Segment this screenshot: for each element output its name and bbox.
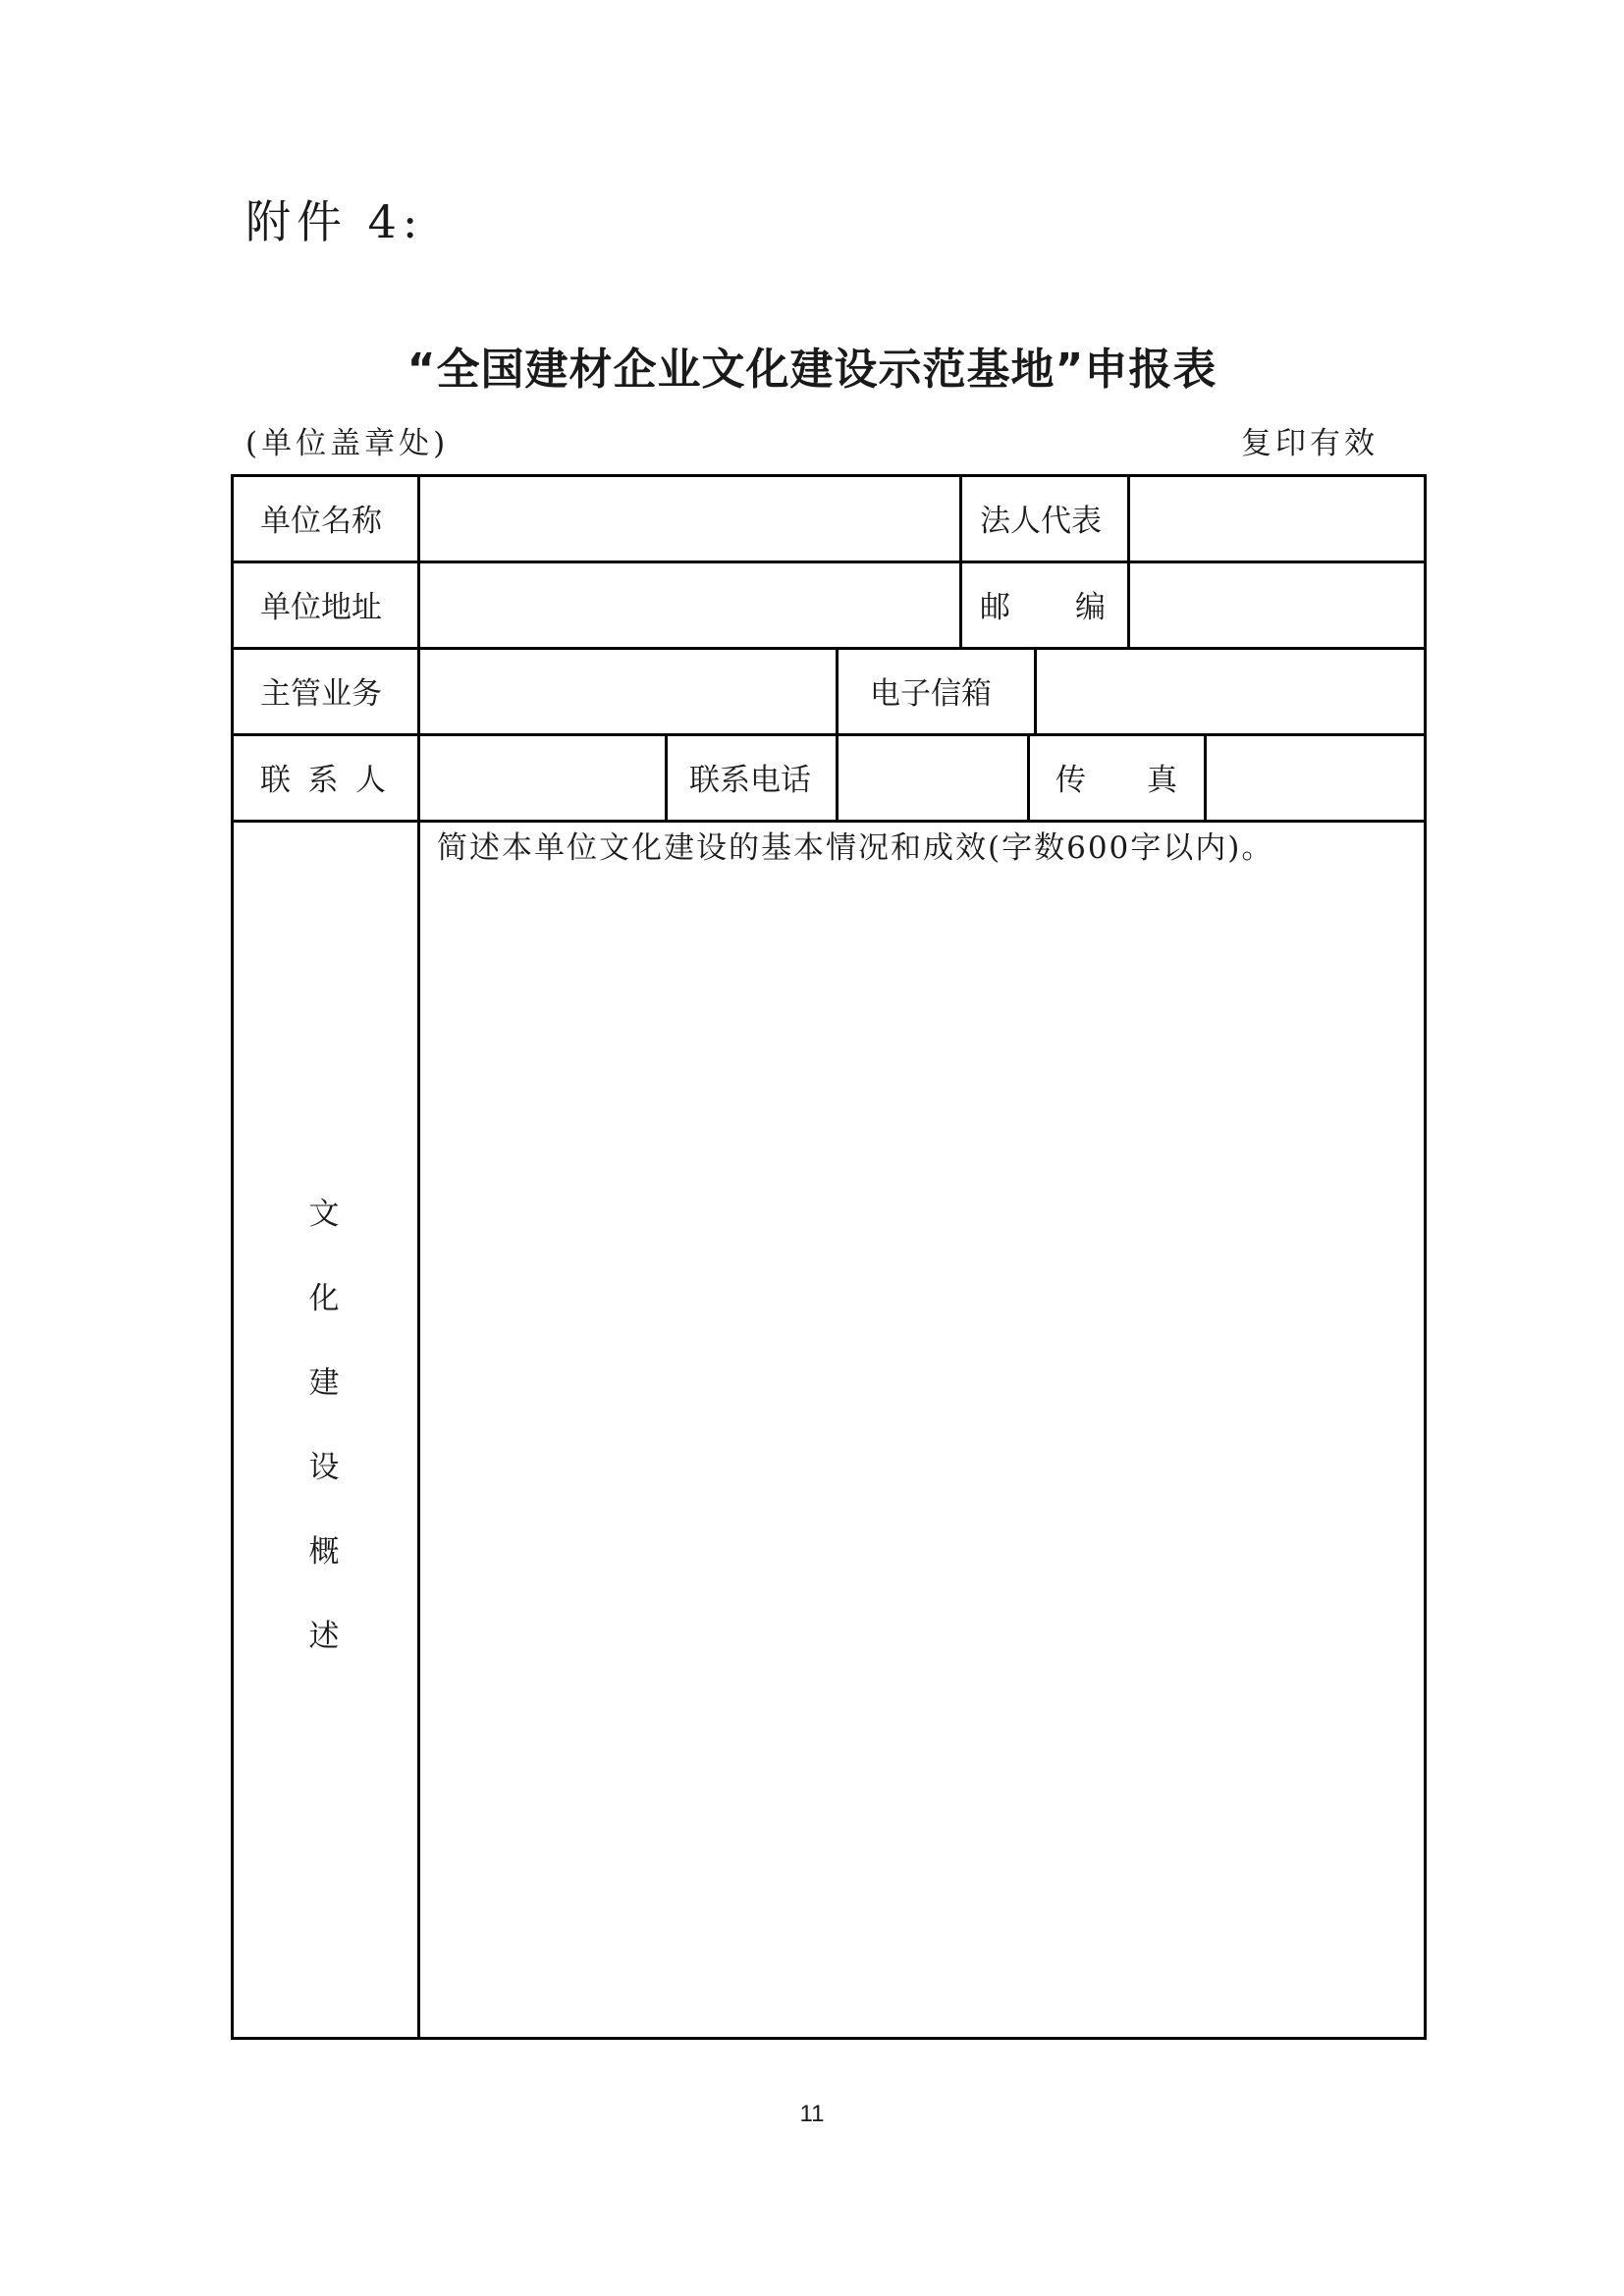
legal-representative-field[interactable] [1130,477,1424,561]
seal-note: (单位盖章处) [245,426,450,461]
legal-representative-label: 法人代表 [980,503,1102,539]
fax-label-char: 传 [1056,762,1086,798]
overview-instruction: 简述本单位文化建设的基本情况和成效(字数600字以内)。 [437,830,1274,866]
table-col-divider [1027,733,1030,820]
overview-label-char: 化 [308,1281,340,1316]
contact-phone-label: 联系电话 [689,762,811,798]
overview-label-char: 文 [308,1197,340,1232]
overview-label-char: 设 [308,1450,340,1485]
main-business-field[interactable] [420,650,836,733]
unit-address-field[interactable] [420,563,959,647]
page-number: 11 [799,2101,825,2127]
email-label: 电子信箱 [870,675,992,712]
contact-label-char: 系 [307,762,339,798]
overview-label-char: 建 [308,1365,340,1401]
form-title: “全国建材企业文化建设示范基地”申报表 [406,345,1218,395]
email-field[interactable] [1037,650,1424,733]
application-form-table [231,474,1427,2040]
overview-label-char: 概 [308,1534,340,1570]
overview-label-char: 述 [308,1619,340,1654]
postcode-field[interactable] [1130,563,1424,647]
attachment-label: 附件 4: [245,195,424,248]
culture-overview-field[interactable] [420,867,1424,2037]
contact-phone-field[interactable] [839,736,1027,820]
table-col-divider [959,474,962,647]
unit-name-label: 单位名称 [260,503,382,539]
unit-address-label: 单位地址 [260,589,382,625]
table-border-bottom [231,2037,1427,2040]
main-business-label: 主管业务 [260,675,382,712]
postcode-label-char: 邮 [980,589,1010,625]
postcode-label [980,561,1106,647]
table-col-divider [665,733,668,820]
fax-field[interactable] [1207,736,1424,820]
table-border-right [1424,474,1427,2040]
postcode-label-char: 编 [1075,589,1106,625]
contact-label-char: 人 [355,762,386,798]
fax-label-char: 真 [1147,762,1177,798]
table-col-divider [836,647,839,733]
fax-label [1056,733,1177,820]
copy-valid-note: 复印有效 [1241,426,1379,461]
contact-person-field[interactable] [420,736,665,820]
contact-person-label [260,733,386,820]
unit-name-field[interactable] [420,477,959,561]
culture-overview-label [231,1195,417,1701]
contact-label-char: 联 [260,762,291,798]
